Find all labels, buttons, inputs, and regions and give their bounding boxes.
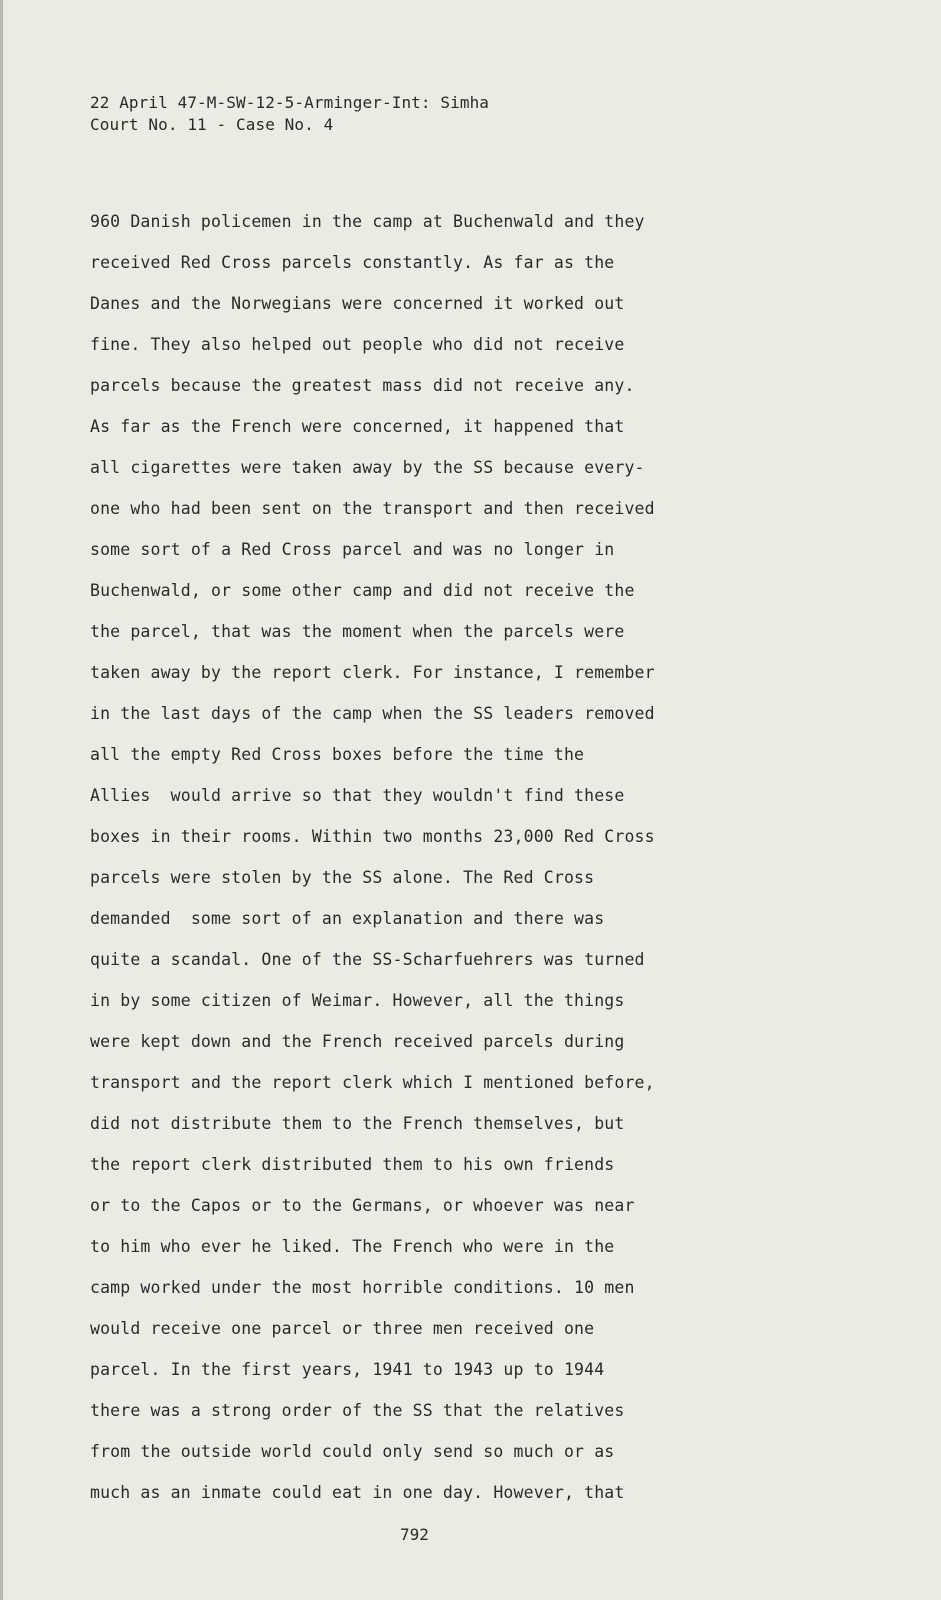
body-line: from the outside world could only send so much or as <box>90 1442 615 1461</box>
header-line-court-case: Court No. 11 - Case No. 4 <box>90 115 334 134</box>
body-line: Allies would arrive so that they wouldn't find these <box>90 786 625 805</box>
body-line: there was a strong order of the SS that the relatives <box>90 1401 625 1420</box>
body-line: transport and the report clerk which I mentioned before, <box>90 1073 655 1092</box>
body-line: parcel. In the first years, 1941 to 1943 up to 1944 <box>90 1360 605 1379</box>
body-line: much as an inmate could eat in one day. However, that <box>90 1483 625 1502</box>
body-line: received Red Cross parcels constantly. As far as the <box>90 253 615 272</box>
body-line: one who had been sent on the transport and then received <box>90 499 655 518</box>
body-line: parcels were stolen by the SS alone. The Red Cross <box>90 868 595 887</box>
body-line: in by some citizen of Weimar. However, all the things <box>90 991 625 1010</box>
document-header <box>90 92 489 136</box>
body-line: the parcel, that was the moment when the parcels were <box>90 622 625 641</box>
body-line: the report clerk distributed them to his own friends <box>90 1155 615 1174</box>
body-line: As far as the French were concerned, it happened that <box>90 417 625 436</box>
body-line: camp worked under the most horrible conditions. 10 men <box>90 1278 635 1297</box>
body-line: to him who ever he liked. The French who were in the <box>90 1237 615 1256</box>
header-line-date-reference: 22 April 47-M-SW-12-5-Arminger-Int: Simha <box>90 93 490 112</box>
page-number: 792 <box>400 1525 429 1544</box>
body-line: parcels because the greatest mass did not receive any. <box>90 376 635 395</box>
body-line: some sort of a Red Cross parcel and was no longer in <box>90 540 615 559</box>
body-line: all the empty Red Cross boxes before the time the <box>90 745 585 764</box>
body-line: all cigarettes were taken away by the SS because every- <box>90 458 645 477</box>
page-edge <box>0 0 3 1600</box>
body-line: would receive one parcel or three men received one <box>90 1319 595 1338</box>
body-line: in the last days of the camp when the SS leaders removed <box>90 704 655 723</box>
body-line: did not distribute them to the French themselves, but <box>90 1114 625 1133</box>
body-line: Danes and the Norwegians were concerned it worked out <box>90 294 625 313</box>
body-line: boxes in their rooms. Within two months 23,000 Red Cross <box>90 827 655 846</box>
body-line: taken away by the report clerk. For instance, I remember <box>90 663 655 682</box>
body-line: demanded some sort of an explanation and there was <box>90 909 605 928</box>
body-line: fine. They also helped out people who did not receive <box>90 335 625 354</box>
body-line: or to the Capos or to the Germans, or whoever was near <box>90 1196 635 1215</box>
body-line: 960 Danish policemen in the camp at Buchenwald and they <box>90 212 645 231</box>
body-line: Buchenwald, or some other camp and did not receive the <box>90 581 635 600</box>
document-body <box>90 212 790 1524</box>
body-line: quite a scandal. One of the SS-Scharfuehrers was turned <box>90 950 645 969</box>
body-line: were kept down and the French received parcels during <box>90 1032 625 1051</box>
